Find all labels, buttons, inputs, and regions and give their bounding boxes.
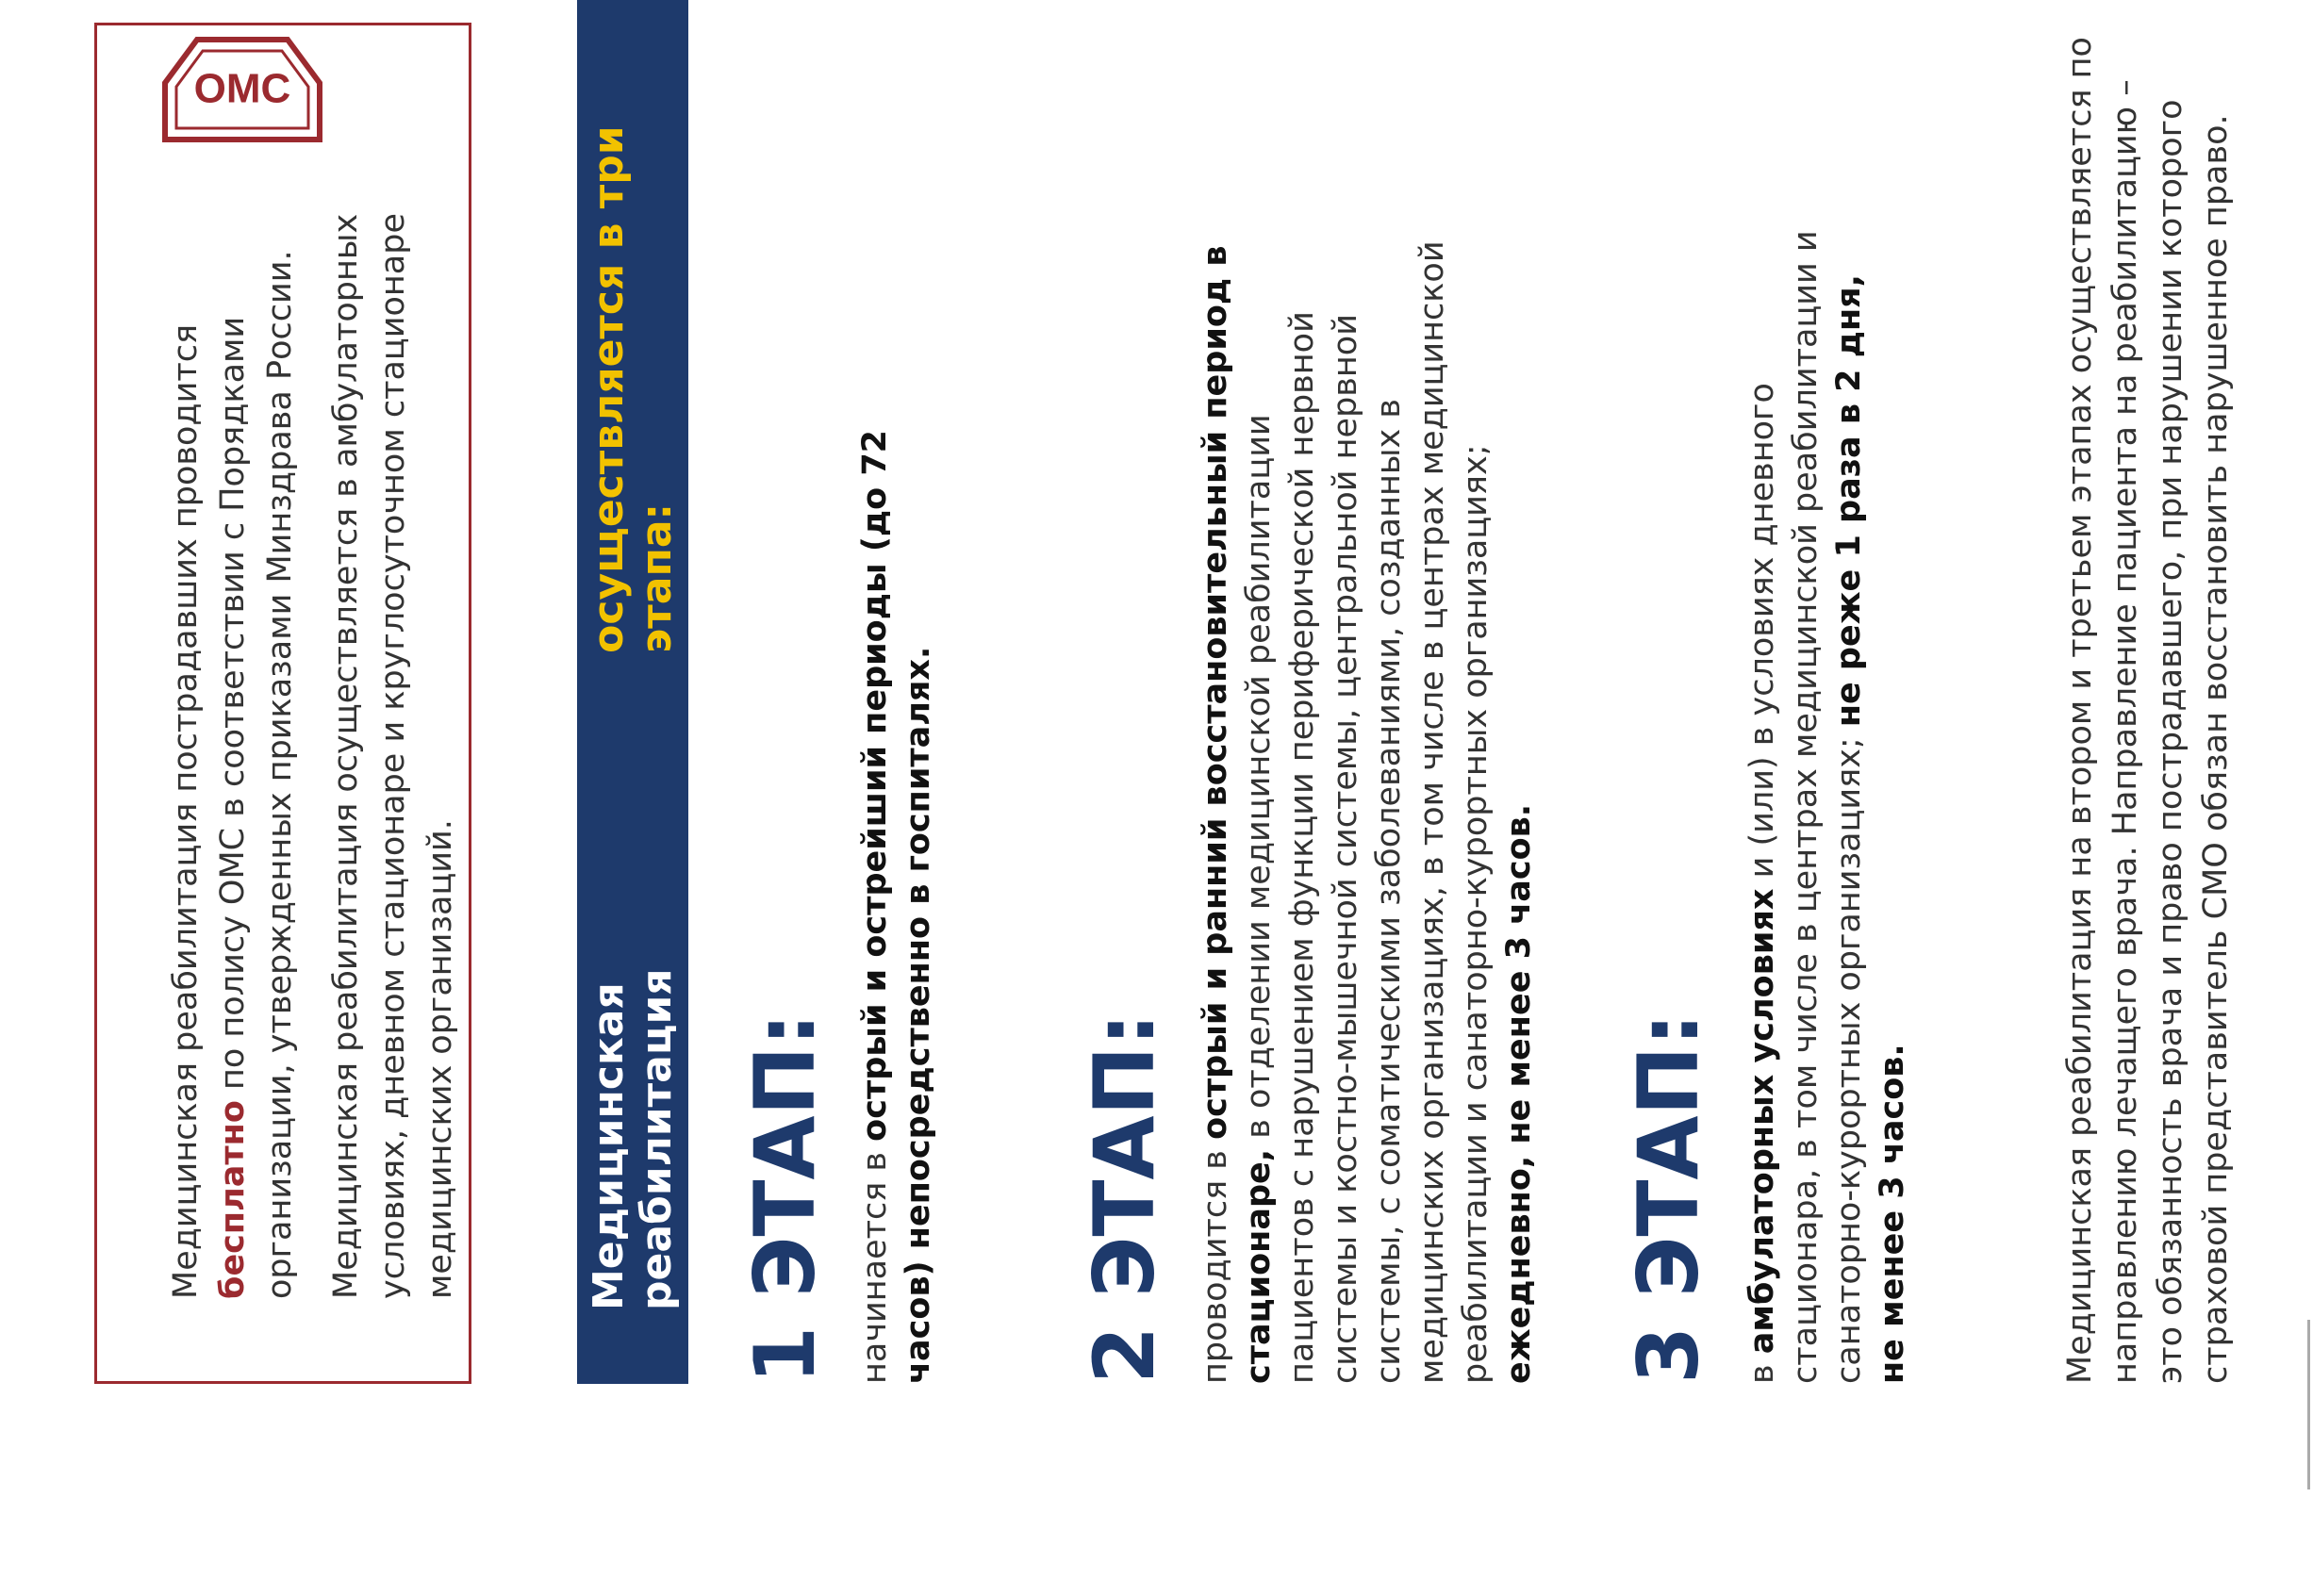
stage-2-title: 2 ЭТАП:: [1076, 1012, 1173, 1384]
divider: [2307, 1320, 2310, 1489]
footer-paragraph: Медицинская реабилитация на втором и третьем этапах осуществляется по направлению лечащего врача. Направление пациента на реабилитацию – это обязанность врача и право пострадавшего, при нарушении которого страховой представитель СМО обязан восстановить нарушенное право.: [2061, 37, 2235, 1384]
stage-3-text: в амбулаторных условиях и (или) в условиях дневного стационара, в том числе в центрах медицинской реабилитации и санаторно-курортных организациях; не реже 1 раза в 2 дня, не менее 3 часов.: [1743, 230, 1911, 1384]
free-highlight: бесплатно: [214, 1100, 252, 1299]
info-paragraph-2: Медицинская реабилитация осуществляется в амбулаторных условиях, дневном стационаре и круглосуточном стационаре медицинских организаций.: [327, 213, 459, 1299]
banner-title-white: Медицинская реабилитация: [585, 968, 681, 1310]
banner-title-yellow: осуществляется в три этапа:: [585, 125, 681, 653]
stages-banner: [577, 0, 688, 1384]
oms-shield-icon: [157, 32, 327, 149]
stage-2-text: проводится в острый и ранний восстановительный период в стационаре, в отделении медицинской реабилитации пациентов с нарушением функции периферической нервной системы и костно-мышечной системы, центральной нервной системы, с соматическими заболеваниями, созданных в медицинских организациях, в том числе в центрах медицинской реабилитации и санаторно-курортных организациях; ежедневно, не менее 3 часов.: [1197, 240, 1538, 1384]
stage-1-title: 1 ЭТАП:: [736, 1012, 834, 1384]
info-paragraph-1: Медицинская реабилитация пострадавших проводится бесплатно по полису ОМС в соответствии с Порядками организации, утвержденных приказами Минздрава России.: [167, 250, 299, 1299]
stage-1-text: начинается в острый и острейший периоды (до 72 часов) непосредственно в госпиталях.: [856, 429, 937, 1384]
stage-3-title: 3 ЭТАП:: [1620, 1012, 1717, 1384]
info-box-text: [162, 140, 483, 1299]
oms-logo-text: ОМС: [193, 65, 291, 112]
